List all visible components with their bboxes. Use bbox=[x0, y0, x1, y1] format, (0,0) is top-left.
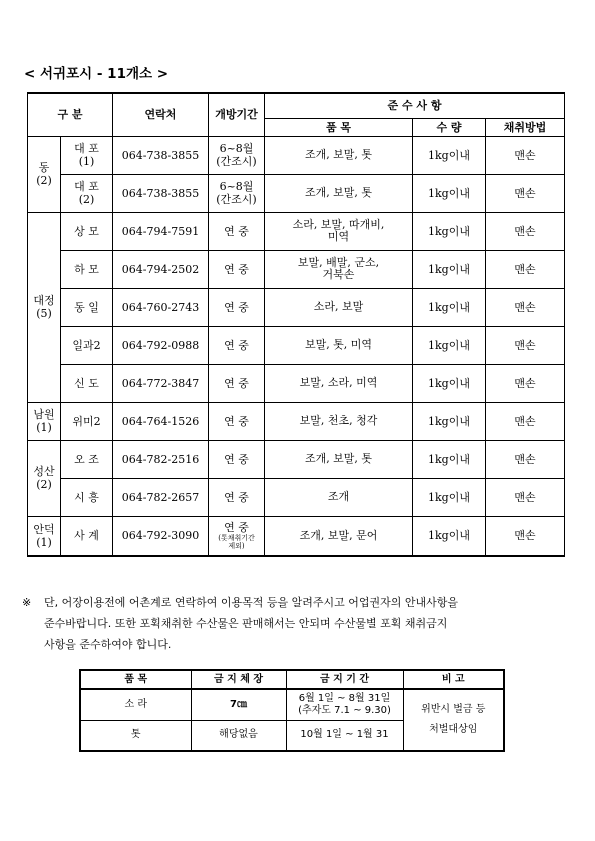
method-cell: 맨손 bbox=[486, 212, 565, 250]
ban-period: 6월 1일 ~ 8월 31일 (추자도 7.1 ~ 9.30) bbox=[286, 689, 403, 720]
period-cell: 6~8월 (간조시) bbox=[209, 174, 265, 212]
period-cell: 연 중 bbox=[209, 212, 265, 250]
header-contact: 연락처 bbox=[113, 93, 209, 136]
phone-cell: 064-792-0988 bbox=[113, 326, 209, 364]
phone-cell: 064-792-3090 bbox=[113, 516, 209, 556]
items-cell: 보말, 배말, 군소, 거북손 bbox=[265, 250, 413, 288]
village-cell: 신 도 bbox=[61, 364, 113, 402]
region-cell: 남원 (1) bbox=[28, 402, 61, 440]
phone-cell: 064-782-2516 bbox=[113, 440, 209, 478]
period-cell: 연 중 bbox=[209, 440, 265, 478]
village-cell: 오 조 bbox=[61, 440, 113, 478]
phone-cell: 064-794-2502 bbox=[113, 250, 209, 288]
ban-size: 해당없음 bbox=[191, 720, 286, 751]
ban-remarks: 위반시 벌금 등 처벌대상임 bbox=[403, 689, 504, 751]
method-cell: 맨손 bbox=[486, 478, 565, 516]
items-cell: 조개, 보말, 톳 bbox=[265, 136, 413, 174]
village-cell: 사 계 bbox=[61, 516, 113, 556]
village-cell: 하 모 bbox=[61, 250, 113, 288]
page-title: < 서귀포시 - 11개소 > bbox=[24, 66, 169, 82]
table-row bbox=[28, 478, 565, 516]
table-row bbox=[28, 516, 565, 556]
phone-cell: 064-738-3855 bbox=[113, 174, 209, 212]
quantity-cell: 1kg이내 bbox=[413, 440, 486, 478]
village-cell: 대 포 (1) bbox=[61, 136, 113, 174]
header-quantity: 수 량 bbox=[413, 118, 486, 136]
period-note: (톳채취기간 제외) bbox=[218, 534, 255, 551]
period-cell: 연 중 bbox=[209, 402, 265, 440]
items-cell: 조개, 보말, 문어 bbox=[265, 516, 413, 556]
quantity-cell: 1kg이내 bbox=[413, 478, 486, 516]
ban-period: 10월 1일 ~ 1월 31 bbox=[286, 720, 403, 751]
ban-header-size: 금 지 체 장 bbox=[191, 670, 286, 689]
method-cell: 맨손 bbox=[486, 402, 565, 440]
period-cell: 연 중 bbox=[209, 250, 265, 288]
table-row bbox=[28, 136, 565, 174]
village-cell: 동 일 bbox=[61, 288, 113, 326]
phone-cell: 064-772-3847 bbox=[113, 364, 209, 402]
ban-header-remarks: 비 고 bbox=[403, 670, 504, 689]
period-cell: 6~8월 (간조시) bbox=[209, 136, 265, 174]
ban-header-item: 품 목 bbox=[80, 670, 191, 689]
village-cell: 대 포 (2) bbox=[61, 174, 113, 212]
method-cell: 맨손 bbox=[486, 136, 565, 174]
region-cell: 대정 (5) bbox=[28, 212, 61, 402]
method-cell: 맨손 bbox=[486, 440, 565, 478]
method-cell: 맨손 bbox=[486, 326, 565, 364]
table-row bbox=[28, 364, 565, 402]
phone-cell: 064-794-7591 bbox=[113, 212, 209, 250]
quantity-cell: 1kg이내 bbox=[413, 250, 486, 288]
header-rules: 준 수 사 항 bbox=[265, 93, 565, 118]
items-cell: 조개 bbox=[265, 478, 413, 516]
village-cell: 시 흥 bbox=[61, 478, 113, 516]
header-method: 채취방법 bbox=[486, 118, 565, 136]
items-cell: 보말, 소라, 미역 bbox=[265, 364, 413, 402]
method-cell: 맨손 bbox=[486, 174, 565, 212]
ban-header-period: 금 지 기 간 bbox=[286, 670, 403, 689]
note-line-3: 사항을 준수하여야 합니다. bbox=[44, 638, 172, 651]
items-cell: 소라, 보말, 따개비, 미역 bbox=[265, 212, 413, 250]
table-row bbox=[28, 212, 565, 250]
quantity-cell: 1kg이내 bbox=[413, 516, 486, 556]
ban-item: 소 라 bbox=[80, 689, 191, 720]
period-cell: 연 중 bbox=[209, 364, 265, 402]
header-open-period: 개방기간 bbox=[209, 93, 265, 136]
notice-text bbox=[22, 592, 572, 655]
items-cell: 조개, 보말, 톳 bbox=[265, 174, 413, 212]
region-cell: 안덕 (1) bbox=[28, 516, 61, 556]
table-row bbox=[28, 402, 565, 440]
method-cell: 맨손 bbox=[486, 288, 565, 326]
region-cell: 성산 (2) bbox=[28, 440, 61, 516]
table-row bbox=[28, 440, 565, 478]
method-cell: 맨손 bbox=[486, 516, 565, 556]
village-cell: 상 모 bbox=[61, 212, 113, 250]
items-cell: 보말, 천초, 청각 bbox=[265, 402, 413, 440]
note-line-1: 단, 어장이용전에 어촌계로 연락하여 이용목적 등을 알려주시고 어업권자의 안내사항을 bbox=[44, 596, 459, 609]
method-cell: 맨손 bbox=[486, 250, 565, 288]
phone-cell: 064-782-2657 bbox=[113, 478, 209, 516]
quantity-cell: 1kg이내 bbox=[413, 212, 486, 250]
period-cell: 연 중 bbox=[209, 288, 265, 326]
header-item: 품 목 bbox=[265, 118, 413, 136]
table-row bbox=[28, 326, 565, 364]
ban-size: 7㎝ bbox=[191, 689, 286, 720]
quantity-cell: 1kg이내 bbox=[413, 174, 486, 212]
fishing-area-table bbox=[27, 92, 565, 557]
note-line-2: 준수바랍니다. 또한 포획채취한 수산물은 판매해서는 안되며 수산물별 포획 채취금지 bbox=[44, 617, 448, 630]
quantity-cell: 1kg이내 bbox=[413, 402, 486, 440]
village-cell: 일과2 bbox=[61, 326, 113, 364]
phone-cell: 064-760-2743 bbox=[113, 288, 209, 326]
ban-item: 톳 bbox=[80, 720, 191, 751]
items-cell: 조개, 보말, 톳 bbox=[265, 440, 413, 478]
harvest-ban-table bbox=[79, 669, 505, 752]
items-cell: 소라, 보말 bbox=[265, 288, 413, 326]
header-division: 구 분 bbox=[28, 93, 113, 136]
table-row bbox=[28, 174, 565, 212]
items-cell: 보말, 톳, 미역 bbox=[265, 326, 413, 364]
period-cell: 연 중 bbox=[209, 478, 265, 516]
period-cell: 연 중 bbox=[209, 326, 265, 364]
quantity-cell: 1kg이내 bbox=[413, 136, 486, 174]
village-cell: 위미2 bbox=[61, 402, 113, 440]
quantity-cell: 1kg이내 bbox=[413, 326, 486, 364]
method-cell: 맨손 bbox=[486, 364, 565, 402]
period-text: 연 중 bbox=[224, 521, 249, 535]
quantity-cell: 1kg이내 bbox=[413, 364, 486, 402]
phone-cell: 064-738-3855 bbox=[113, 136, 209, 174]
table-row bbox=[28, 288, 565, 326]
period-cell bbox=[209, 516, 265, 556]
quantity-cell: 1kg이내 bbox=[413, 288, 486, 326]
note-mark: ※ bbox=[22, 596, 32, 609]
table-row bbox=[28, 250, 565, 288]
region-cell: 동 (2) bbox=[28, 136, 61, 212]
phone-cell: 064-764-1526 bbox=[113, 402, 209, 440]
